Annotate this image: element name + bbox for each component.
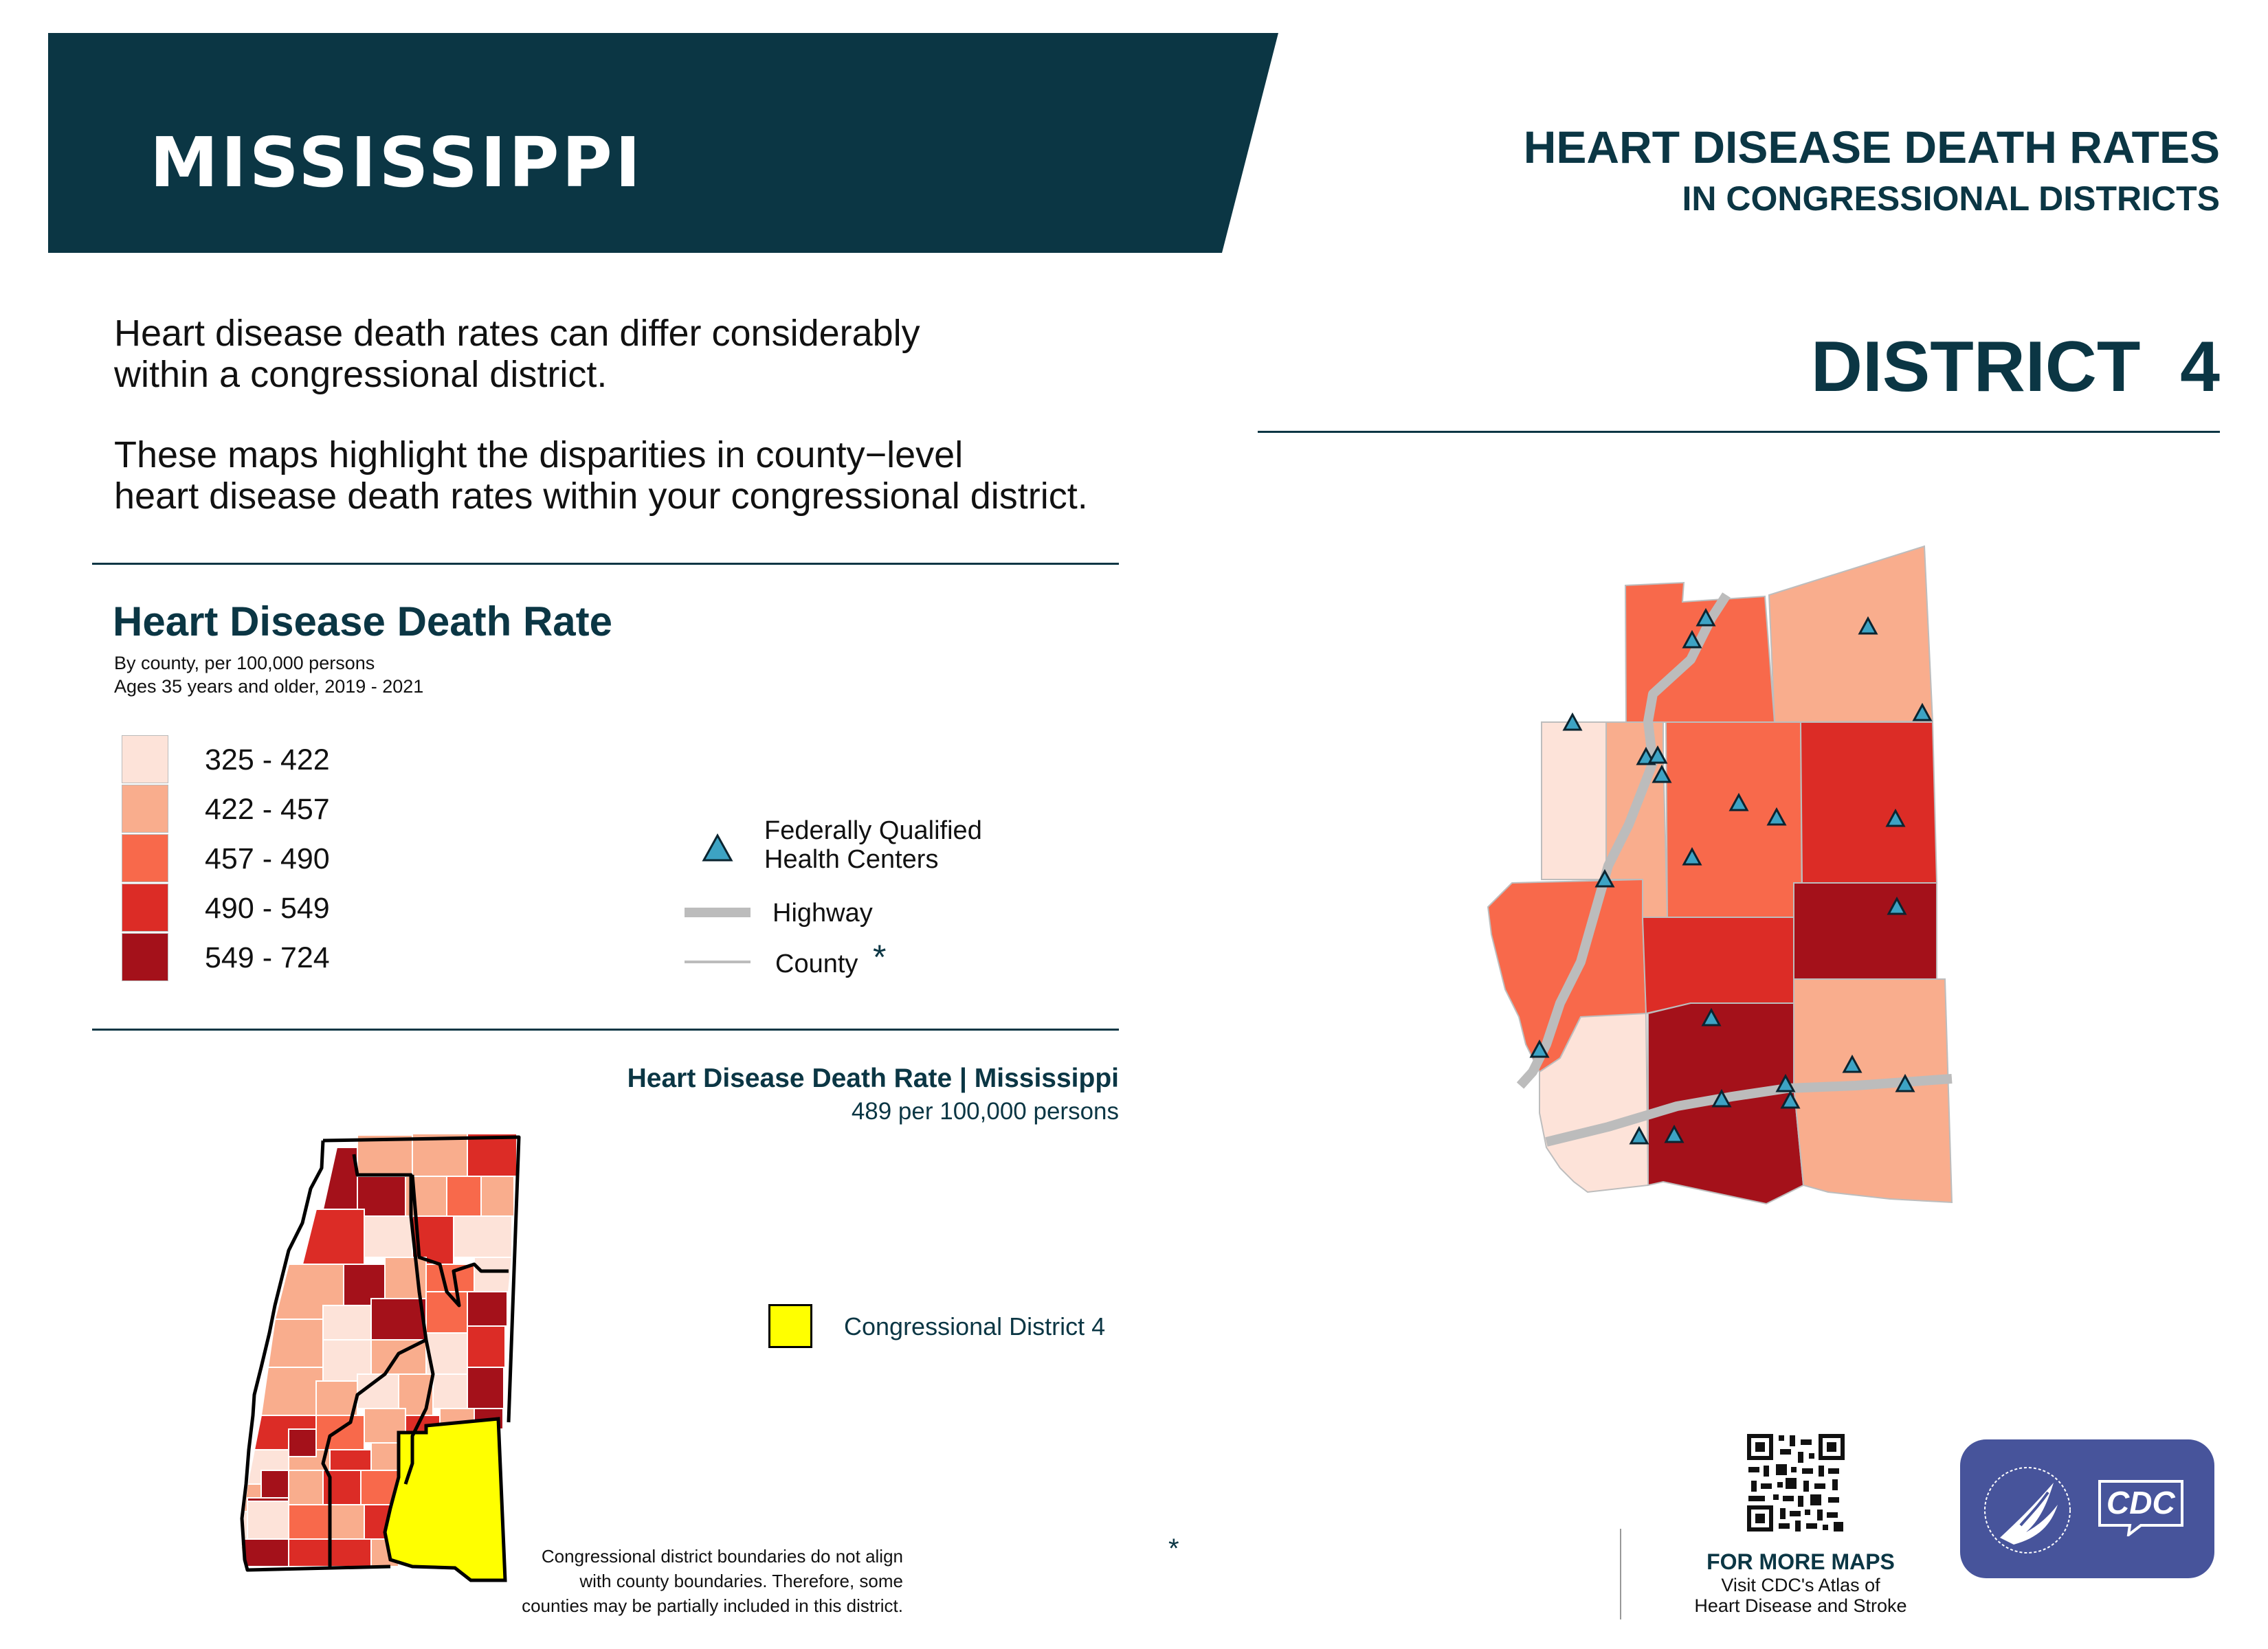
footer-divider xyxy=(1620,1529,1621,1619)
state-title: MISSISSIPPI xyxy=(150,122,644,203)
legend-range-label: 422 - 457 xyxy=(205,793,330,826)
fqhc-label: Health Centers xyxy=(764,845,939,874)
footer-asterisk: * xyxy=(1168,1534,1179,1564)
more-maps-line[interactable]: Heart Disease and Stroke xyxy=(1694,1595,1907,1616)
legend-note: By county, per 100,000 persons xyxy=(114,653,375,673)
legend-range-label: 549 - 724 xyxy=(205,941,330,974)
state-rate-value: 489 per 100,000 persons xyxy=(851,1098,1119,1125)
county-area xyxy=(1769,546,1933,722)
legend-range-label: 457 - 490 xyxy=(205,842,330,875)
report-title: HEART DISEASE DEATH RATES xyxy=(1523,122,2220,172)
hhs-eagle-icon xyxy=(1972,1457,2089,1567)
county-label: County xyxy=(775,950,858,978)
county-area xyxy=(1794,883,1937,979)
intro-line: These maps highlight the disparities in county−level xyxy=(114,434,964,475)
footer-note-line: Congressional district boundaries do not align xyxy=(541,1546,903,1567)
legend-range-label: 325 - 422 xyxy=(205,743,330,776)
footer-note-line: with county boundaries. Therefore, some xyxy=(579,1571,903,1591)
fqhc-label: Federally Qualified xyxy=(764,816,982,845)
county-area xyxy=(1542,722,1607,879)
intro-line: within a congressional district. xyxy=(114,354,608,395)
report-subtitle: IN CONGRESSIONAL DISTRICTS xyxy=(1682,179,2220,218)
footer-note-line: counties may be partially included in this district. xyxy=(522,1595,903,1616)
legend-title: Heart Disease Death Rate xyxy=(113,598,613,644)
legend-range-label: 490 - 549 xyxy=(205,892,330,925)
county-asterisk: * xyxy=(873,938,887,976)
more-maps-line[interactable]: Visit CDC's Atlas of xyxy=(1721,1575,1880,1595)
district-label: Congressional District 4 xyxy=(844,1312,1106,1340)
qr-code-icon[interactable] xyxy=(1746,1433,1846,1533)
cdc-logo-text: CDC xyxy=(2106,1485,2175,1521)
county-area xyxy=(1801,722,1937,883)
more-maps-title: FOR MORE MAPS xyxy=(1706,1549,1895,1574)
intro-line: heart disease death rates within your congressional district. xyxy=(114,475,1088,517)
county-area xyxy=(1643,917,1794,1013)
district-title: DISTRICT 4 xyxy=(1810,327,2220,407)
state-map-title: Heart Disease Death Rate | Mississippi xyxy=(627,1064,1119,1093)
legend-note: Ages 35 years and older, 2019 - 2021 xyxy=(114,676,424,697)
intro-line: Heart disease death rates can differ considerably xyxy=(114,313,920,354)
highway-label: Highway xyxy=(772,899,873,928)
